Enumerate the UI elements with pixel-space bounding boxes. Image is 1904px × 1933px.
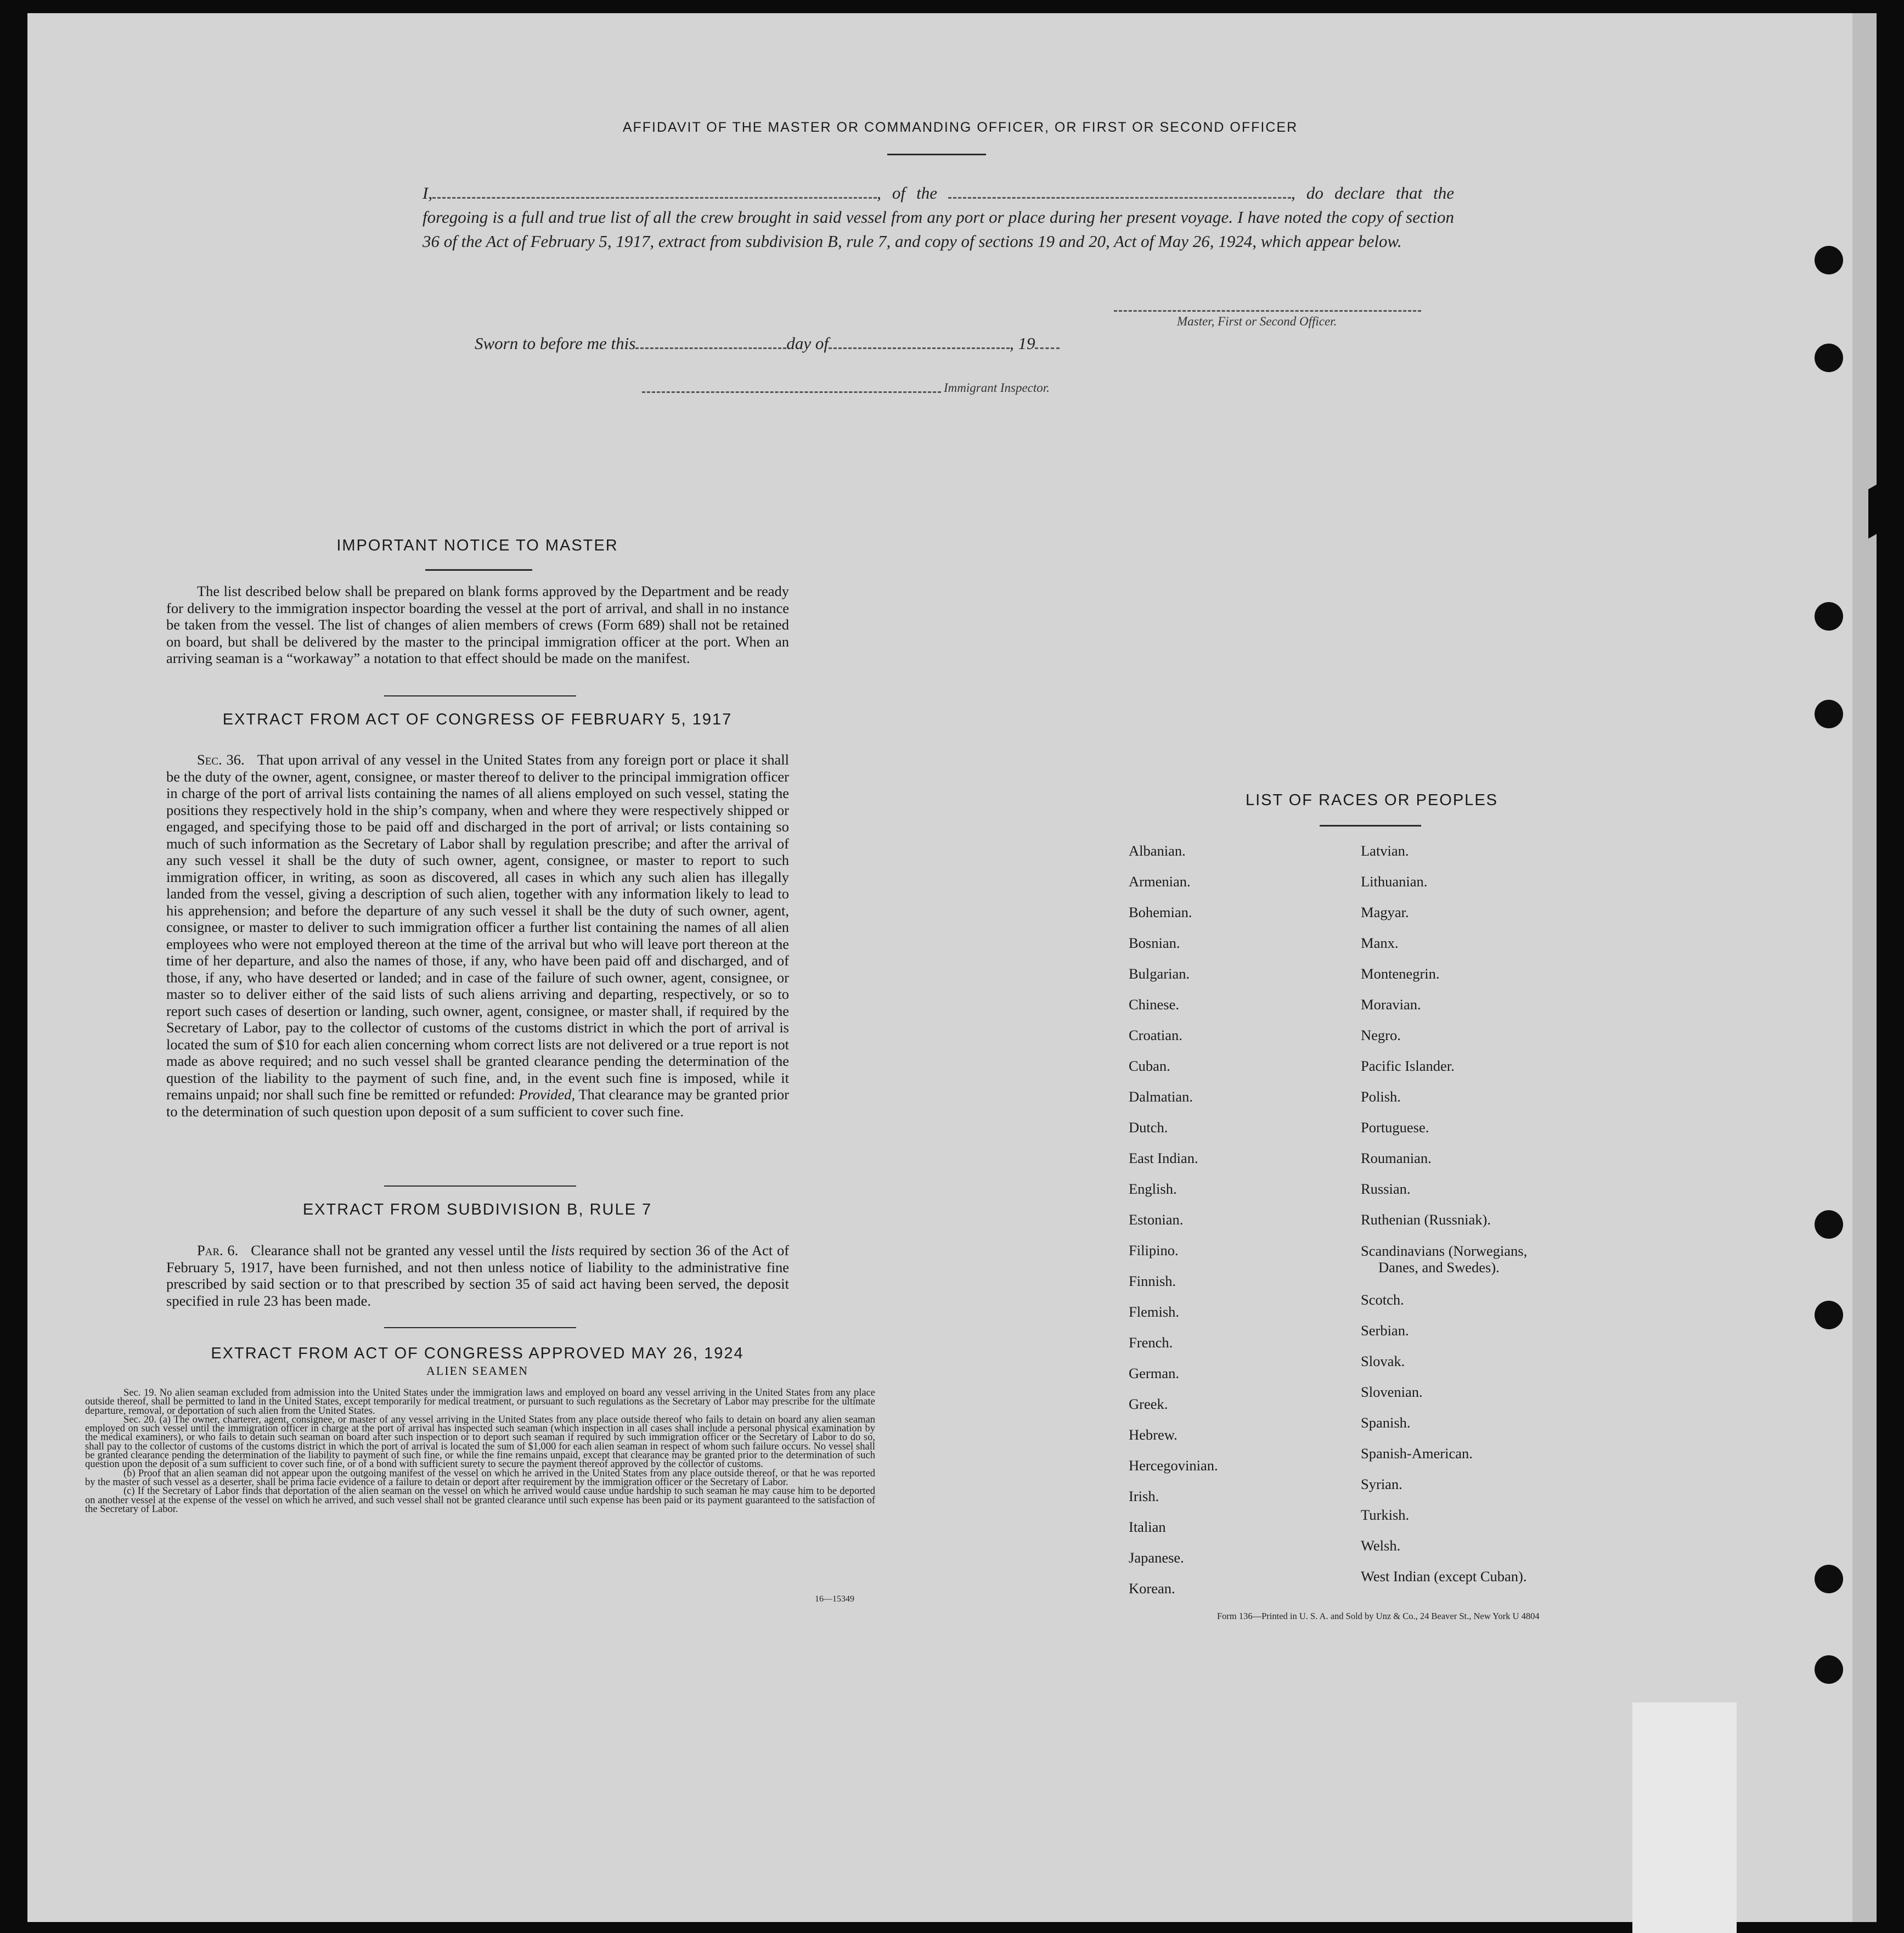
inspector-label: Immigrant Inspector. <box>944 381 1050 395</box>
race-item: East Indian. <box>1129 1150 1198 1166</box>
race-item: Lithuanian. <box>1361 873 1428 890</box>
race-item: Bosnian. <box>1129 935 1180 951</box>
extract-1917-title: EXTRACT FROM ACT OF CONGRESS OF FEBRUARY 5, 1917 <box>222 711 733 728</box>
section-20c-text: (c) If the Secretary of Labor finds that deportation of the alien seaman on the vessel on which he arrived would cause undue hardship to such seaman he may cause him to be deported on another vessel at the expense of the vessel on which he arrived, and such vessel shall not be granted clearance until such expense has been paid or its payment guaranteed to the satisfaction of the Secretary of Labor. <box>85 1486 875 1515</box>
race-item: Armenian. <box>1129 873 1191 890</box>
race-item: Finnish. <box>1129 1273 1176 1289</box>
race-item: Russian. <box>1361 1181 1411 1197</box>
race-item: Japanese. <box>1129 1549 1184 1566</box>
race-item: Cuban. <box>1129 1058 1170 1074</box>
paragraph-6-text <box>166 1242 789 1309</box>
race-item: Bulgarian. <box>1129 965 1190 982</box>
race-item: Italian <box>1129 1519 1166 1535</box>
punch-hole <box>1815 1210 1843 1239</box>
race-item: Roumanian. <box>1361 1150 1432 1166</box>
race-item: Irish. <box>1129 1488 1159 1504</box>
section-20a-text: Sec. 20. (a) The owner, charterer, agent, consignee, or master of any vessel arriving in the United States from any place outside thereof who fails to detain on board any alien seaman employed on such vessel until the immigration officer in charge at the port of arrival has inspected such seaman (which inspection in all cases shall include a personal physical examination by the medical examiners), or who fails to detain such seaman on board after such inspection or to deport such seaman if required by such immigration officer or the Secretary of Labor to do so, shall pay to the collector of customs of the customs district in which the port of arrival is located the sum of $1,000 for each alien seaman in respect of whom such failure occurs. No vessel shall be granted clearance pending the determination of the liability to payment of such fine, or while the fine remains unpaid, except that clearance may be granted prior to the determination of such question upon the deposit of a sum sufficient to cover such fine, or of a bond with sufficient surety to secure the payment thereof approved by the collector of customs. <box>85 1414 875 1470</box>
section-19-text: Sec. 19. No alien seaman excluded from admission into the United States under the immigration laws and employed on board any vessel arriving in the United States from any place outside thereof, shall be permitted to land in the United States, except temporarily for medical treatment, or pursuant to such regulations as the Secretary of Labor may prescribe for the ultimate departure, removal, or deportation of such alien from the United States. <box>85 1387 875 1417</box>
notice-title: IMPORTANT NOTICE TO MASTER <box>336 537 618 554</box>
year-blank[interactable] <box>1035 334 1060 349</box>
race-item: Albanian. <box>1129 842 1186 859</box>
notice-text: The list described below shall be prepared on blank forms approved by the Department and be ready for delivery to the immigration inspector boarding the vessel at the port of arrival, and shall in no instance be taken from the vessel. The list of changes of alien members of crews (Form 689) shall not be retained on board, but shall be delivered by the master to the principal immigration officer at the port. When an arriving seaman is a “workaway” a notation to that effect should be made on the manifest. <box>166 583 789 666</box>
race-item: Polish. <box>1361 1088 1401 1105</box>
day-blank[interactable] <box>635 334 786 349</box>
race-item: Slovak. <box>1361 1353 1405 1369</box>
races-left-column <box>1129 835 1218 1604</box>
alien-seamen-subtitle: ALIEN SEAMEN <box>426 1364 528 1378</box>
inspector-signature-line[interactable] <box>642 391 941 393</box>
race-item: Negro. <box>1361 1027 1401 1043</box>
race-item: German. <box>1129 1365 1179 1381</box>
races-title: LIST OF RACES OR PEOPLES <box>1245 791 1499 809</box>
race-item: Filipino. <box>1129 1242 1179 1258</box>
race-item: French. <box>1129 1334 1173 1351</box>
punch-hole <box>1815 602 1843 631</box>
divider <box>384 695 576 696</box>
affidavit-i-label: I, <box>423 183 433 203</box>
section-36-end: That clearance may be granted prior to the determination of such question upon deposit of a sum sufficient to cover such fine. <box>166 1086 790 1120</box>
year-prefix: , 19 <box>1009 334 1035 353</box>
race-item: Spanish-American. <box>1361 1445 1473 1462</box>
divider <box>425 569 532 571</box>
provided-word: Provided, <box>519 1086 576 1103</box>
race-item: Welsh. <box>1361 1537 1401 1554</box>
race-item: Dalmatian. <box>1129 1088 1193 1105</box>
page-edge-shadow <box>1852 13 1877 1922</box>
punch-hole <box>1815 246 1843 274</box>
race-item: Estonian. <box>1129 1211 1184 1228</box>
alien-seamen-text <box>85 1389 875 1514</box>
punch-hole <box>1815 1301 1843 1329</box>
month-blank[interactable] <box>829 334 1010 349</box>
race-item: English. <box>1129 1181 1177 1197</box>
race-item: Manx. <box>1361 935 1399 951</box>
race-item: Hebrew. <box>1129 1426 1178 1443</box>
race-item: Bohemian. <box>1129 904 1192 920</box>
race-item-line: Scandinavians (Norwegians, <box>1361 1243 1528 1259</box>
race-item: Serbian. <box>1361 1322 1409 1339</box>
vessel-blank[interactable] <box>948 184 1291 199</box>
section-20b-text: (b) Proof that an alien seaman did not appear upon the outgoing manifest of the vessel on which he arrived in the United States from any place outside thereof, or that he was reported by the master of such vessel as a deserter, shall be prima facie evidence of a failure to detain or deport after requirement by the immigration officer or the Secretary of Labor. <box>85 1468 875 1488</box>
sworn-line <box>475 334 1060 353</box>
name-blank[interactable] <box>432 184 877 199</box>
signature-line[interactable] <box>1114 310 1421 312</box>
extract-1924-title: EXTRACT FROM ACT OF CONGRESS APPROVED MAY 26, 1924 <box>211 1345 744 1362</box>
race-item: Greek. <box>1129 1396 1168 1412</box>
race-item: Croatian. <box>1129 1027 1182 1043</box>
punch-hole <box>1815 1565 1843 1593</box>
race-item-line: Danes, and Swedes). <box>1378 1259 1500 1275</box>
race-item: Syrian. <box>1361 1476 1402 1492</box>
race-item: Pacific Islander. <box>1361 1058 1455 1074</box>
scan-artifact <box>1632 1702 1737 1933</box>
divider <box>887 154 986 155</box>
divider <box>384 1185 576 1187</box>
race-item: Scotch. <box>1361 1291 1404 1308</box>
divider <box>1320 825 1421 827</box>
do-declare-label: , do declare <box>1291 183 1385 203</box>
extract-rule7-title: EXTRACT FROM SUBDIVISION B, RULE 7 <box>302 1201 652 1218</box>
race-item: Dutch. <box>1129 1119 1168 1136</box>
race-item: Spanish. <box>1361 1414 1411 1431</box>
section-36-label: Sec. 36. <box>197 751 245 768</box>
punch-hole <box>1815 700 1843 728</box>
race-item: Turkish. <box>1361 1507 1410 1523</box>
race-item: Montenegrin. <box>1361 965 1440 982</box>
section-36-text <box>166 751 789 1120</box>
printer-footer: Form 136—Printed in U. S. A. and Sold by Unz & Co., 24 Beaver St., New York U 4804 <box>1217 1611 1540 1621</box>
paragraph-6-body-a: Clearance shall not be granted any vessel until the <box>251 1242 547 1258</box>
sworn-prefix: Sworn to before me this <box>475 334 636 353</box>
punch-hole <box>1815 1655 1843 1684</box>
day-of-label: day of <box>786 334 829 353</box>
race-item: Portuguese. <box>1361 1119 1429 1136</box>
affidavit-declaration <box>423 181 1454 254</box>
divider <box>384 1327 576 1328</box>
race-item: Chinese. <box>1129 996 1179 1013</box>
paragraph-6-body-b: required by section 36 of the Act of February 5, 1917, have been furnished, and not then unless notice of liability to the administrative fine prescribed by said section or to that prescribed by section 35 of said act having been served, the deposit specified in rule 23 has been made. <box>166 1242 790 1309</box>
punch-hole <box>1815 344 1843 372</box>
race-item: Korean. <box>1129 1580 1175 1597</box>
race-item: Flemish. <box>1129 1303 1180 1320</box>
race-item: Latvian. <box>1361 842 1409 859</box>
signature-label: Master, First or Second Officer. <box>1177 314 1337 328</box>
of-the-label: , of the <box>877 183 937 203</box>
section-36-body: That upon arrival of any vessel in the United States from any foreign port or place it shall be the duty of the owner, agent, consignee, or master thereof to deliver to the principal immigration officer in charge of the port of arrival lists containing the names of all aliens employed on such vessel, stating the positions they respectively hold in the ship’s company, when and where they were respectively shipped or engaged, and specifying those to be paid off and discharged in the port of arrival; or lists containing so much of such information as the Secretary of Labor shall by regulation prescribe; and after the arrival of any such vessel it shall be the duty of such owner, agent, consignee, or master to report to such immigration officer, in writing, as soon as discovered, all cases in which any such alien has illegally landed from the vessel, giving a description of such alien, together with any information likely to lead to his apprehension; and before the departure of any such vessel it shall be the duty of such owner, agent, consignee, or master to deliver to such immigration officer a further list containing the names of all alien employees who were not employed thereon at the time of the arrival but who will leave port thereon at the time of her departure, and also the names of those, if any, who have been paid off and discharged, and of those, if any, who have deserted or landed; and in case of the failure of such owner, agent, consignee, or master so to deliver either of the said lists of such aliens arriving and departing, respectively, or so to report such cases of desertion or landing, such owner, agent, consignee, or master shall, if required by the Secretary of Labor, pay to the collector of customs of the customs district in which the port of arrival is located the sum of $10 for each alien concerning whom correct lists are not delivered or a true report is not made as above required; and no such vessel shall be granted clearance pending the determination of the question of the liability to the payment of such fine, and, in the event such fine is imposed, while it remains unpaid; nor shall such fine be remitted or refunded: <box>166 751 789 1103</box>
race-item: Hercegovinian. <box>1129 1457 1218 1474</box>
affidavit-title: AFFIDAVIT OF THE MASTER OR COMMANDING OFFICER, OR FIRST OR SECOND OFFICER <box>622 120 1298 135</box>
race-item-scandinavians <box>1361 1235 1527 1284</box>
race-item: Ruthenian (Russniak). <box>1361 1211 1491 1228</box>
races-right-column <box>1361 835 1527 1592</box>
race-item: Slovenian. <box>1361 1384 1423 1400</box>
race-item: Moravian. <box>1361 996 1421 1013</box>
paragraph-6-label: Par. 6. <box>197 1242 239 1258</box>
race-item: West Indian (except Cuban). <box>1361 1568 1527 1584</box>
form-number: 16—15349 <box>815 1594 854 1604</box>
lists-word: lists <box>551 1242 575 1258</box>
affidavit-body: that the foregoing is a full and true list of all the crew brought in said vessel from any port or place during her present voyage. I have noted the copy of section 36 of the Act of February 5, 1917, extract from subdivision B, rule 7, and copy of sections 19 and 20, Act of May 26, 1924, which appear below. <box>423 183 1454 251</box>
race-item: Magyar. <box>1361 904 1409 920</box>
